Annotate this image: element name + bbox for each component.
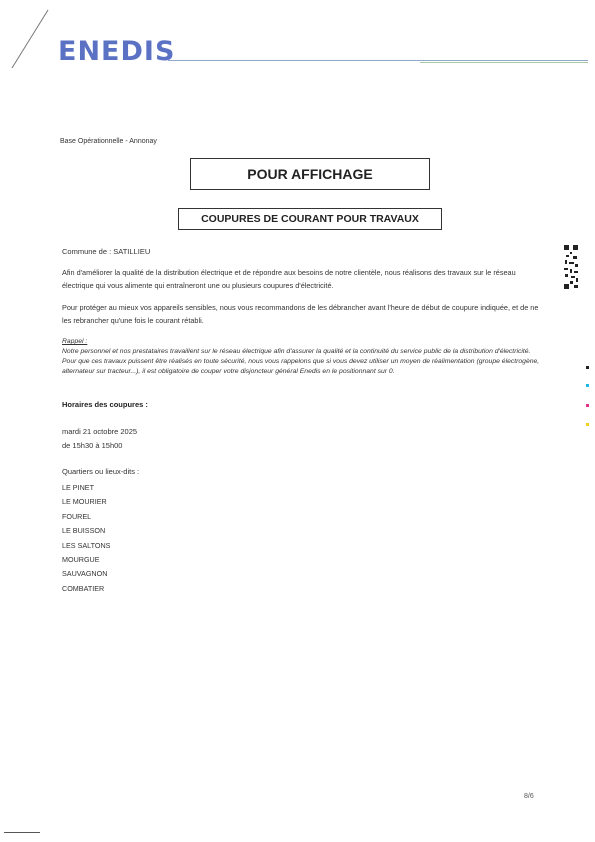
horaires-time: de 15h30 à 15h00 xyxy=(62,441,123,450)
print-mark-magenta xyxy=(586,404,589,407)
scan-mark-icon xyxy=(8,8,52,70)
horaires-date: mardi 21 octobre 2025 xyxy=(62,427,138,436)
print-mark-cyan xyxy=(586,384,589,387)
horaires-block xyxy=(62,425,137,453)
header-rule-accent xyxy=(420,62,588,63)
list-item: LE BUISSON xyxy=(62,526,106,536)
subtitle-box xyxy=(178,208,442,230)
list-item: MOURGUE xyxy=(62,555,100,565)
quartiers-list xyxy=(62,481,110,596)
list-item: SAUVAGNON xyxy=(62,569,108,579)
list-item: COMBATIER xyxy=(62,583,105,593)
intro-paragraph: Afin d'améliorer la qualité de la distribution électrique et de répondre aux besoins de notre clientèle, nous réalisons des travaux sur le réseau électrique qui vous alimente qui entraîneront une ou plusieurs coupures d'électricité. xyxy=(62,268,516,290)
page-title: POUR AFFICHAGE xyxy=(247,166,373,182)
base-operationnelle: Base Opérationnelle - Annonay xyxy=(60,138,157,145)
rappel-label: Rappel : xyxy=(62,338,88,345)
print-mark-black xyxy=(586,366,589,369)
horaires-title: Horaires des coupures : xyxy=(62,400,148,409)
list-item: FOUREL xyxy=(62,511,92,521)
header-rule xyxy=(168,60,588,61)
quartiers-title: Quartiers ou lieux-dits : xyxy=(62,467,140,476)
list-item: LE MOURIER xyxy=(62,497,107,507)
page-subtitle: COUPURES DE COURANT POUR TRAVAUX xyxy=(201,213,419,225)
commune-label: Commune de : SATILLIEU xyxy=(62,247,151,256)
qr-code-icon xyxy=(563,244,579,290)
print-mark-yellow xyxy=(586,423,589,426)
page-number: 8/6 xyxy=(524,793,534,800)
rappel-block xyxy=(62,337,540,377)
protection-paragraph: Pour protéger au mieux vos appareils sensibles, nous vous recommandons de les débrancher avant l'heure de début de coupure indiquée, et de ne les rebrancher qu'une fois le courant rétabli. xyxy=(62,303,539,325)
list-item: LES SALTONS xyxy=(62,540,111,550)
title-box xyxy=(190,158,430,190)
enedis-logo: ENEDIS xyxy=(58,36,176,67)
list-item: LE PINET xyxy=(62,483,94,492)
rappel-text: Notre personnel et nos prestataires travaillent sur le réseau électrique afin d'assurer la qualité et la continuité du service public de la distribution d'électricité. Pour que ces travaux puissent être réalisés en toute sécurité, nous vous rappelons que si vous devez utiliser un moyen de réalimentation (groupe électrogène, alternateur sur tracteur...), il est obligatoire de couper votre disjoncteur général Enedis en le positionnant sur 0. xyxy=(62,348,540,375)
footer-rule xyxy=(4,832,40,833)
